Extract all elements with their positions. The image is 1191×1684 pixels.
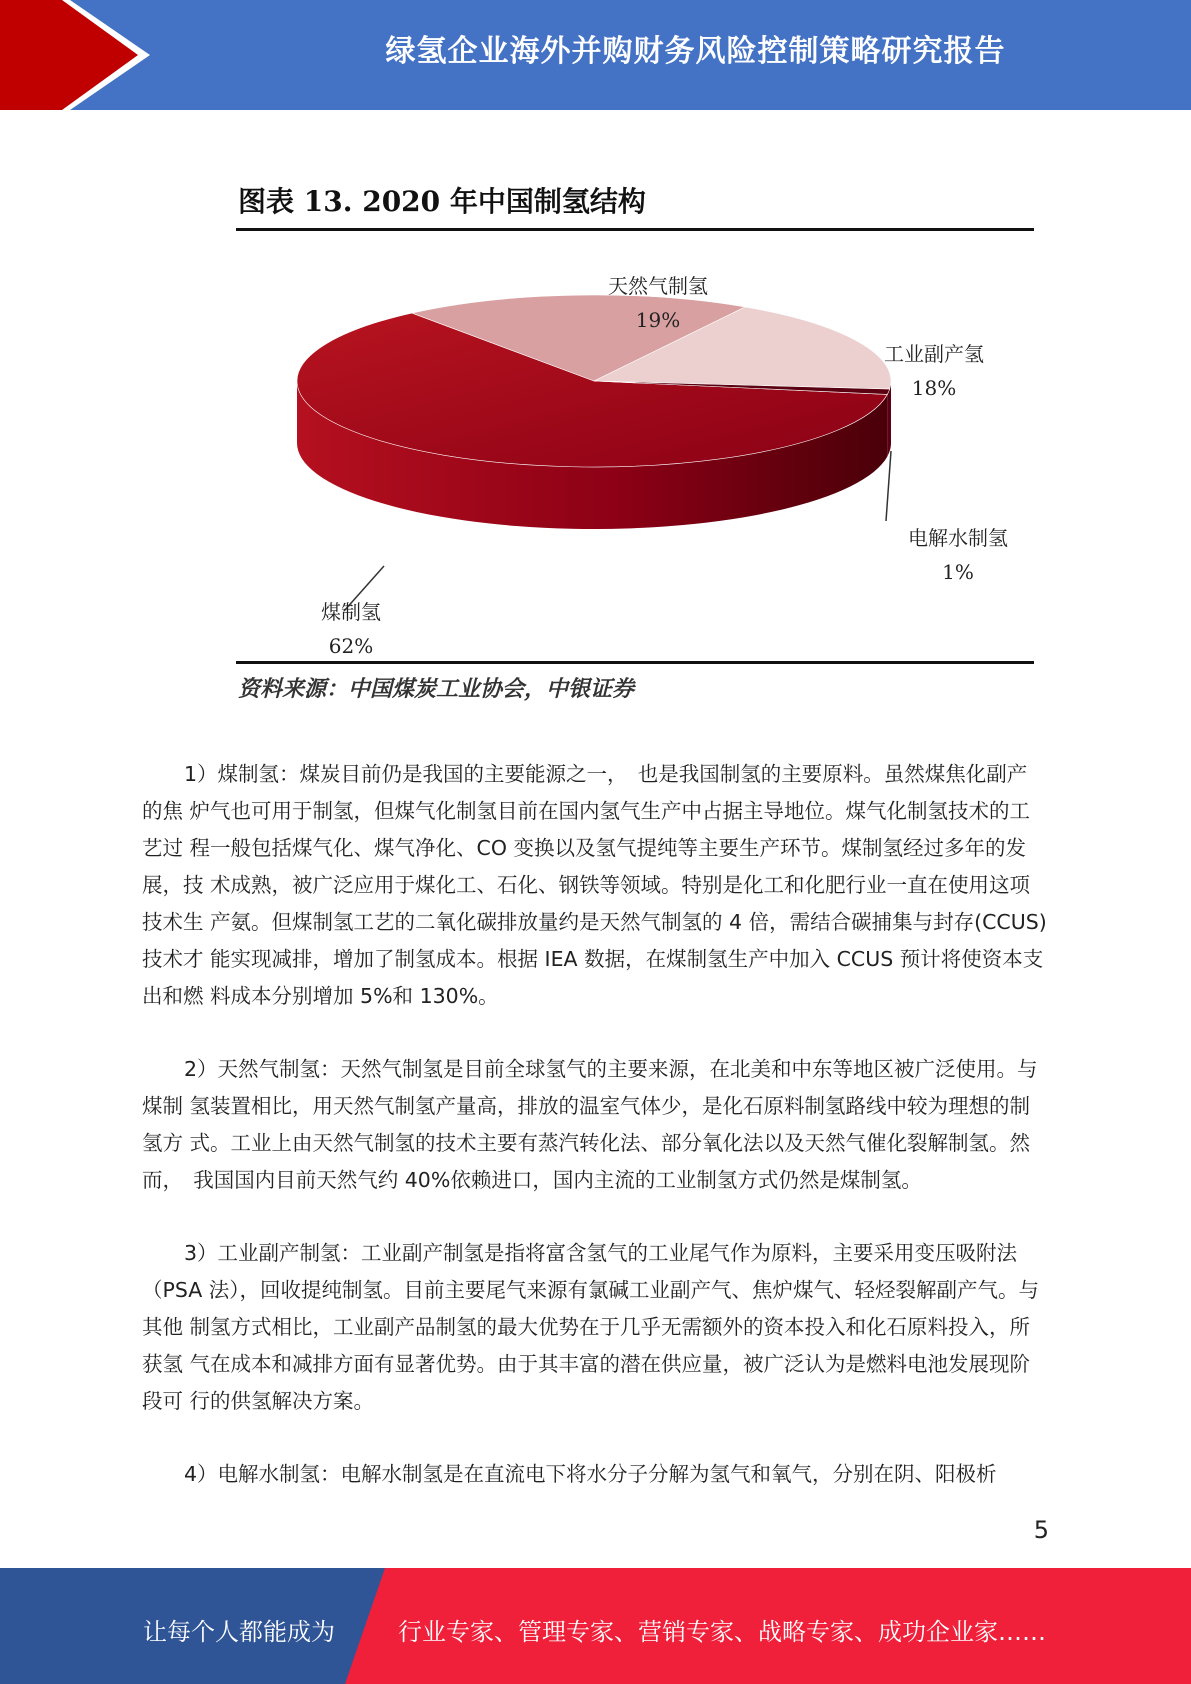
report-title: 绿氢企业海外并购财务风险控制策略研究报告	[385, 34, 1006, 69]
page-number: 5	[1033, 1516, 1049, 1544]
paragraph-natural-gas: 2）天然气制氢：天然气制氢是目前全球氢气的主要来源，在北美和中东等地区被广泛使用。与煤制 氢装置相比，用天然气制氢产量高，排放的温室气体少，是化石原料制氢路线中较为理想的制氢方 式。工业上由天然气制氢的技术主要有蒸汽转化法、部分氧化法以及天然气催化裂解制氢。然而， 我国国内目前天然气约 40%依赖进口，国内主流的工业制氢方式仍然是煤制氢。	[142, 1057, 1038, 1192]
leader-line-electrolysis	[886, 451, 891, 521]
slice-value-natural-gas: 19%	[635, 308, 681, 332]
paragraph-coal: 1）煤制氢：煤炭目前仍是我国的主要能源之一， 也是我国制氢的主要原料。虽然煤焦化副产的焦 炉气也可用于制氢，但煤气化制氢目前在国内氢气生产中占据主导地位。煤气化制氢技术的工艺过 程一般包括煤气化、煤气净化、CO 变换以及氢气提纯等主要生产环节。煤制氢经过多年的发展，技 术成熟，被广泛应用于煤化工、石化、钢铁等领域。特别是化工和化肥行业一直在使用这项技术生 产氨。但煤制氢工艺的二氧化碳排放量约是天然气制氢的 4 倍，需结合碳捕集与封存(CCUS)技术才 能实现减排，增加了制氢成本。根据 IEA 数据，在煤制氢生产中加入 CCUS 预计将使资本支出和燃 料成本分别增加 5%和 130%。	[142, 762, 1047, 1008]
body-text	[142, 756, 1047, 1529]
figure	[236, 180, 1034, 703]
pie-chart	[236, 231, 1034, 661]
slice-value-electrolysis: 1%	[942, 560, 974, 584]
figure-title: 图表 13. 2020 年中国制氢结构	[238, 185, 646, 218]
slice-label-electrolysis: 电解水制氢	[908, 526, 1008, 550]
footer-slogan-right: 行业专家、管理专家、营销专家、战略专家、成功企业家……	[398, 1618, 1046, 1646]
page-footer	[0, 1568, 1191, 1684]
figure-bottom-rule	[236, 661, 1034, 664]
slice-value-coal: 62%	[328, 634, 374, 658]
page-header	[0, 0, 1191, 110]
figure-source: 资料来源：中国煤炭工业协会，中银证券	[238, 676, 635, 702]
paragraph-industrial-byproduct: 3）工业副产制氢：工业副产制氢是指将富含氢气的工业尾气作为原料，主要采用变压吸附法（PSA 法），回收提纯制氢。目前主要尾气来源有氯碱工业副产气、焦炉煤气、轻烃裂解副产气。与其他 制氢方式相比，工业副产品制氢的最大优势在于几乎无需额外的资本投入和化石原料投入，所获氢 气在成本和减排方面有显著优势。由于其丰富的潜在供应量，被广泛认为是燃料电池发展现阶段可 行的供氢解决方案。	[142, 1241, 1040, 1413]
footer-slogan-left: 让每个人都能成为	[143, 1618, 335, 1646]
paragraph-electrolysis: 4）电解水制氢：电解水制氢是在直流电下将水分子分解为氢气和氧气，分别在阴、阳极析	[184, 1462, 997, 1486]
slice-label-industrial-byproduct: 工业副产氢	[884, 342, 984, 366]
slice-value-industrial-byproduct: 18%	[911, 376, 957, 400]
slice-label-coal: 煤制氢	[321, 600, 381, 624]
slice-label-natural-gas: 天然气制氢	[608, 274, 708, 298]
